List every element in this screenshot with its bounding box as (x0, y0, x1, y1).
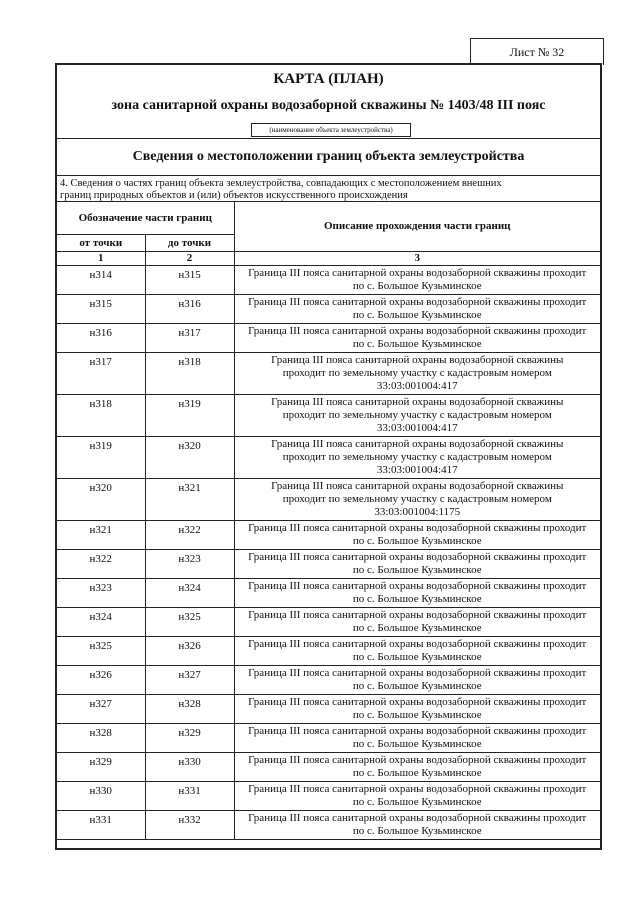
from-point-cell: н326 (57, 665, 145, 694)
from-point-cell: н331 (57, 810, 145, 839)
description-cell (234, 694, 600, 723)
from-point-cell: н324 (57, 607, 145, 636)
document-title: КАРТА (ПЛАН) (273, 71, 384, 87)
description-cell (234, 436, 600, 478)
description-line: Граница III пояса санитарной охраны водозаборной скважины проходит (248, 666, 587, 679)
to-point-cell: н316 (145, 294, 234, 323)
table-row (57, 265, 600, 294)
description-line: по с. Большое Кузьминское (352, 650, 482, 663)
from-point-cell: н320 (57, 478, 145, 520)
column-number-2: 2 (145, 251, 234, 265)
description-cell (234, 578, 600, 607)
from-point-cell: н315 (57, 294, 145, 323)
description-cell (234, 665, 600, 694)
to-point-cell: н322 (145, 520, 234, 549)
to-point-cell: н321 (145, 478, 234, 520)
description-line: Граница III пояса санитарной охраны водозаборной скважины проходит (248, 724, 587, 737)
to-point-cell: н324 (145, 578, 234, 607)
table-row (57, 323, 600, 352)
description-line: по с. Большое Кузьминское (352, 708, 482, 721)
to-point-cell: н323 (145, 549, 234, 578)
description-line: по с. Большое Кузьминское (352, 795, 482, 808)
to-point-cell: н332 (145, 810, 234, 839)
description-line: 33:03:001004:417 (376, 379, 458, 392)
from-point-cell: н329 (57, 752, 145, 781)
from-point-cell: н317 (57, 352, 145, 394)
description-line: Граница III пояса санитарной охраны водозаборной скважины проходит (248, 295, 587, 308)
description-line: по с. Большое Кузьминское (352, 766, 482, 779)
description-line: Граница III пояса санитарной охраны водозаборной скважины (271, 437, 564, 450)
column-number-3: 3 (234, 251, 600, 265)
to-point-cell: н327 (145, 665, 234, 694)
header-to-point: до точки (145, 234, 234, 251)
sheet-number: Лист № 32 (470, 38, 604, 65)
description-cell (234, 394, 600, 436)
table-row (57, 352, 600, 394)
description-line: Граница III пояса санитарной охраны водозаборной скважины проходит (248, 695, 587, 708)
description-line: по с. Большое Кузьминское (352, 824, 482, 837)
description-line: Граница III пояса санитарной охраны водозаборной скважины проходит (248, 324, 587, 337)
description-cell (234, 636, 600, 665)
table-row (57, 723, 600, 752)
description-line: Граница III пояса санитарной охраны водозаборной скважины проходит (248, 637, 587, 650)
description-line: Граница III пояса санитарной охраны водозаборной скважины проходит (248, 782, 587, 795)
table-row (57, 810, 600, 839)
to-point-cell: н315 (145, 265, 234, 294)
from-point-cell: н323 (57, 578, 145, 607)
description-line: Граница III пояса санитарной охраны водозаборной скважины проходит (248, 753, 587, 766)
description-cell (234, 781, 600, 810)
from-point-cell: н318 (57, 394, 145, 436)
title-block (57, 65, 600, 139)
table-row (57, 578, 600, 607)
description-cell (234, 723, 600, 752)
table-row (57, 549, 600, 578)
section-note-line-2: границ природных объектов и (или) объектов искусственного происхождения (60, 190, 408, 201)
description-cell (234, 607, 600, 636)
from-point-cell: н325 (57, 636, 145, 665)
description-line: по с. Большое Кузьминское (352, 737, 482, 750)
description-cell (234, 352, 600, 394)
column-number-1: 1 (57, 251, 145, 265)
description-line: Граница III пояса санитарной охраны водозаборной скважины (271, 479, 564, 492)
from-point-cell: н314 (57, 265, 145, 294)
description-line: по с. Большое Кузьминское (352, 279, 482, 292)
to-point-cell: н317 (145, 323, 234, 352)
description-line: Граница III пояса санитарной охраны водозаборной скважины проходит (248, 266, 587, 279)
to-point-cell: н331 (145, 781, 234, 810)
description-line: Граница III пояса санитарной охраны водозаборной скважины (271, 395, 564, 408)
description-line: Граница III пояса санитарной охраны водозаборной скважины проходит (248, 579, 587, 592)
table-row (57, 694, 600, 723)
description-line: Граница III пояса санитарной охраны водозаборной скважины проходит (248, 550, 587, 563)
description-line: проходит по земельному участку с кадастровым номером (282, 408, 552, 421)
description-line: по с. Большое Кузьминское (352, 337, 482, 350)
description-line: 33:03:001004:417 (376, 463, 458, 476)
table-row (57, 394, 600, 436)
to-point-cell: н329 (145, 723, 234, 752)
table-row (57, 636, 600, 665)
from-point-cell: н316 (57, 323, 145, 352)
description-line: проходит по земельному участку с кадастровым номером (282, 366, 552, 379)
object-name-caption: (наименование объекта землеустройства) (251, 123, 411, 137)
section-note-line-1: 4. Сведения о частях границ объекта землеустройства, совпадающих с местоположением внешних (60, 178, 502, 189)
description-line: проходит по земельному участку с кадастровым номером (282, 492, 552, 505)
description-line: 33:03:001004:1175 (374, 505, 461, 518)
description-line: Граница III пояса санитарной охраны водозаборной скважины проходит (248, 521, 587, 534)
description-line: Граница III пояса санитарной охраны водозаборной скважины проходит (248, 608, 587, 621)
table-row (57, 607, 600, 636)
table-row (57, 436, 600, 478)
to-point-cell: н330 (145, 752, 234, 781)
description-line: по с. Большое Кузьминское (352, 679, 482, 692)
table-row (57, 478, 600, 520)
table-row (57, 665, 600, 694)
to-point-cell: н318 (145, 352, 234, 394)
description-cell (234, 549, 600, 578)
description-cell (234, 323, 600, 352)
description-cell (234, 752, 600, 781)
description-cell (234, 294, 600, 323)
description-line: по с. Большое Кузьминское (352, 308, 482, 321)
object-name: зона санитарной охраны водозаборной скважины № 1403/48 III пояс (111, 98, 546, 113)
section-note (57, 176, 600, 202)
table-row (57, 294, 600, 323)
table-row (57, 520, 600, 549)
from-point-cell: н319 (57, 436, 145, 478)
to-point-cell: н325 (145, 607, 234, 636)
description-line: по с. Большое Кузьминское (352, 592, 482, 605)
table-row (57, 781, 600, 810)
to-point-cell: н326 (145, 636, 234, 665)
description-line: проходит по земельному участку с кадастровым номером (282, 450, 552, 463)
section-title: Сведения о местоположении границ объекта землеустройства (57, 139, 600, 176)
description-line: Граница III пояса санитарной охраны водозаборной скважины (271, 353, 564, 366)
description-line: по с. Большое Кузьминское (352, 563, 482, 576)
description-line: по с. Большое Кузьминское (352, 621, 482, 634)
header-from-point: от точки (57, 234, 145, 251)
description-line: Граница III пояса санитарной охраны водозаборной скважины проходит (248, 811, 587, 824)
description-cell (234, 520, 600, 549)
description-line: 33:03:001004:417 (376, 421, 458, 434)
from-point-cell: н328 (57, 723, 145, 752)
boundary-table (57, 202, 600, 840)
from-point-cell: н327 (57, 694, 145, 723)
header-boundary-part: Обозначение части границ (57, 202, 234, 234)
description-cell (234, 810, 600, 839)
to-point-cell: н320 (145, 436, 234, 478)
description-cell (234, 478, 600, 520)
from-point-cell: н330 (57, 781, 145, 810)
description-line: по с. Большое Кузьминское (352, 534, 482, 547)
document-frame (55, 63, 602, 850)
from-point-cell: н321 (57, 520, 145, 549)
table-row (57, 752, 600, 781)
to-point-cell: н319 (145, 394, 234, 436)
description-cell (234, 265, 600, 294)
header-description: Описание прохождения части границ (234, 202, 600, 251)
from-point-cell: н322 (57, 549, 145, 578)
to-point-cell: н328 (145, 694, 234, 723)
